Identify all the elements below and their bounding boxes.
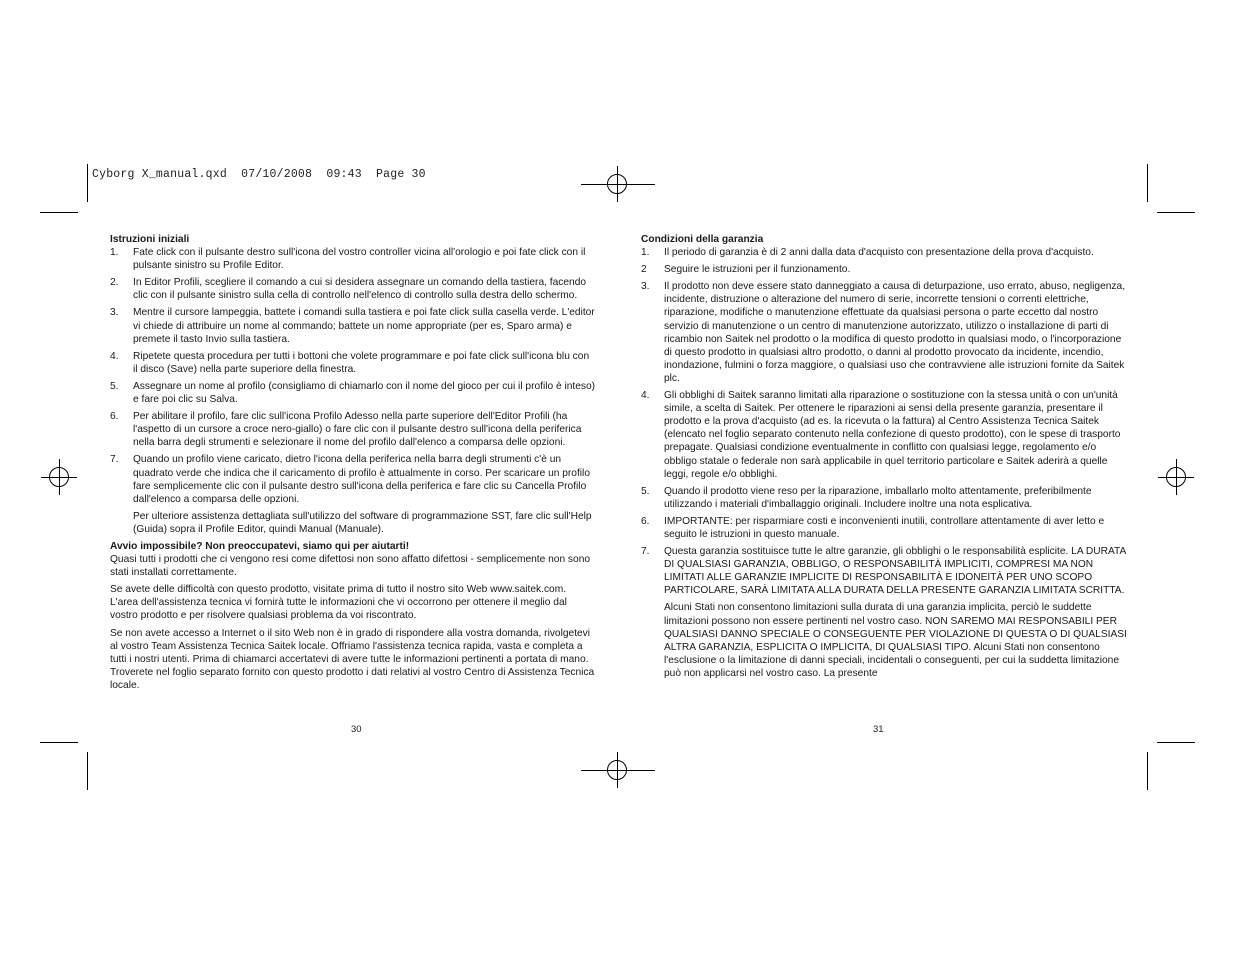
item-text: In Editor Profili, scegliere il comando a cui si desidera assegnare un comando della tastiera, facendo clic con il pulsante sinistro sulla cella di controllo nell'elenco di controllo sulla destra dello schermo. (133, 277, 587, 302)
registration-line (581, 184, 655, 185)
registration-mark-right (1158, 459, 1194, 495)
left-page-column (110, 233, 596, 696)
item-number: 6. (110, 411, 119, 423)
closing-paragraph: Alcuni Stati non consentono limitazioni sulla durata di una garanzia implicita, perciò le suddette limitazioni possono non essere pertinenti nel vostro caso. NON SAREMO MAI RESPONSABILI PER QUALSIASI DANNO SPECIALE O CONSEGUENTE PER VIOLAZIONE DI QUESTA O DI QUALSIASI ALTRA GARANZIA, ESPLICITA O IMPLICITA, DI QUALSIASI TIPO. Alcuni Stati non consentono l'esclusione o la limitazione di danni speciali, incidentali o conseguenti, per cui la suddetta limitazione può non applicarsi nel vostro caso. La presente (664, 602, 1127, 679)
item-text: Ripetete questa procedura per tutti i bottoni che volete programmare e poi fate click sull'icona blu con il disco (Save) nella parte superiore della finestra. (133, 350, 590, 375)
crop-mark (87, 752, 88, 790)
item-text: Seguire le istruzioni per il funzionamento. (664, 264, 851, 276)
list-item (641, 515, 1127, 541)
item-number: 7. (641, 546, 650, 558)
item-number: 4. (110, 350, 119, 362)
item-number: 4. (641, 390, 650, 402)
item-number: 2 (641, 264, 647, 276)
list-item (110, 453, 596, 505)
item-number: 1. (641, 247, 650, 259)
item-text: Per abilitare il profilo, fare clic sull'icona Profilo Adesso nella parte superiore dell'Editor Profili (ha l'aspetto di un cursore a croce nero-giallo) o fare clic con il pulsante destro sull'icona della periferica nella barra degli strumenti e selezionare il nome del profilo dall'elenco a comparsa delle opzioni. (133, 411, 582, 449)
crop-mark (1157, 742, 1195, 743)
print-slug: Cyborg X_manual.qxd 07/10/2008 09:43 Page 30 (92, 168, 426, 181)
instruction-list (110, 246, 596, 506)
crop-mark (87, 164, 88, 202)
warranty-list (641, 246, 1127, 597)
list-item (110, 350, 596, 376)
list-item (641, 485, 1127, 511)
section-heading: Istruzioni iniziali (110, 234, 190, 245)
crop-mark (40, 742, 78, 743)
section-heading: Condizioni della garanzia (641, 234, 764, 245)
item-number: 7. (110, 454, 119, 466)
registration-line (581, 770, 655, 771)
item-number: 2. (110, 277, 119, 289)
item-number: 5. (110, 380, 119, 392)
item-text: Questa garanzia sostituisce tutte le altre garanzie, gli obblighi o le responsabilità esplicite. LA DURATA DI QUALSIASI GARANZIA, OBBLIGO, O RESPONSABILITÀ IMPLICITI, COMPRESI MA NON LIMITATI ALLE GARANZIE IMPLICITE DI RESPONSABILITÀ E IDONEITÀ PER UNO SCOPO PARTICOLARE, SARÀ LIMITATA ALLA DURATA DELLA PRESENTE GARANZIA LIMITATA SCRITTA. (664, 546, 1126, 597)
item-text: Fate click con il pulsante destro sull'icona del vostro controller vicina all'orologio e poi fate click con il pulsante sinistro su Profile Editor. (133, 247, 586, 272)
registration-mark-left (41, 459, 77, 495)
right-page-column (641, 233, 1127, 684)
list-item (110, 410, 596, 449)
list-item (641, 389, 1127, 481)
item-text: Il prodotto non deve essere stato danneggiato a causa di deturpazione, uso errato, abuso, negligenza, incidente, distruzione o alterazione del numero di serie, incorrette tensioni o correnti elettriche, riparazione, modifiche o manutenzione effettuate da qualsiasi persona o parte eccetto dal nostro servizio di manutenzione o un centro di manutenzione autorizzato, utilizzo o installazione di parti di ricambio non Saitek nel prodotto o la modifica di questo prodotto in qualsiasi modo, o l'incorporazione di questo prodotto in qualsiasi altro prodotto, o danni al prodotto provocato da incidente, incendio, inondazione, fulmini o forza maggiore, o qualsiasi uso che contravviene alle istruzioni fornite da Saitek plc. (664, 281, 1126, 384)
item-number: 3. (641, 281, 650, 293)
crop-mark (1147, 164, 1148, 202)
crop-mark (40, 212, 78, 213)
item-text: Il periodo di garanzia è di 2 anni dalla data d'acquisto con presentazione della prova d'acquisto. (664, 247, 1094, 259)
help-note: Per ulteriore assistenza dettagliata sull'utilizzo del software di programmazione SST, fare clic sull'Help (Guida) sopra il Profile Editor, quindi Manual (Manuale). (133, 510, 592, 535)
paragraph: Quasi tutti i prodotti che ci vengono resi come difettosi non sono affatto difettosi - semplicemente non sono stati installati correttamente. (110, 554, 591, 579)
list-item (641, 545, 1127, 597)
item-text: IMPORTANTE: per risparmiare costi e inconvenienti inutili, controllare attentamente di aver letto e seguito le istruzioni in questo manuale. (664, 515, 1105, 540)
list-item (641, 246, 1127, 259)
item-text: Quando il prodotto viene reso per la riparazione, imballarlo molto attentamente, preferibilmente utilizzando i materiali d'imballaggio originali. Includere inoltre una nota esplicativa. (664, 485, 1092, 510)
item-number: 1. (110, 247, 119, 259)
item-text: Quando un profilo viene caricato, dietro l'icona della periferica nella barra degli strumenti c'è un quadrato verde che indica che il caricamento di profilo è attualmente in corso. Per scaricare un profilo fare semplicemente clic con il pulsante destro sull'icona della periferica e fare clic su Cancella Profilo dall'elenco a comparsa delle opzioni. (133, 454, 590, 505)
list-item (110, 276, 596, 302)
page-number-left: 30 (351, 724, 362, 735)
list-item (641, 263, 1127, 276)
section-heading: Avvio impossibile? Non preoccupatevi, siamo qui per aiutarti! (110, 540, 410, 552)
list-item (641, 280, 1127, 385)
list-item (110, 306, 596, 345)
item-text: Mentre il cursore lampeggia, battete i comandi sulla tastiera e poi fate click sulla casella verde. L'editor vi chiede di attribuire un nome al commando; battete un nome appropriate (per es, Sparo arma) e premete il tasto Invio sulla tastiera. (133, 307, 595, 345)
item-number: 3. (110, 307, 119, 319)
item-number: 5. (641, 485, 650, 497)
crop-mark (1147, 752, 1148, 790)
page-number-right: 31 (873, 724, 884, 735)
crop-mark (1157, 212, 1195, 213)
paragraph: Se avete delle difficoltà con questo prodotto, visitate prima di tutto il nostro sito Web www.saitek.com. L'area dell'assistenza tecnica vi fornirà tutte le informazioni che vi occorrono per ottenere il meglio dal vostro prodotto e per risolvere qualsiasi problema da voi riscontrato. (110, 584, 567, 622)
item-number: 6. (641, 515, 650, 527)
paragraph: Se non avete accesso a Internet o il sito Web non è in grado di rispondere alla vostra domanda, rivolgetevi al vostro Team Assistenza Tecnica Saitek locale. Offriamo l'assistenza tecnica rapida, vasta e completa a tutti i nostri utenti. Prima di chiamarci accertatevi di avere tutte le informazioni pertinenti a portata di mano. Troverete nel foglio separato fornito con questo prodotto i dati relativi al vostro Centro di Assistenza Tecnica locale. (110, 627, 595, 691)
list-item (110, 380, 596, 406)
item-text: Assegnare un nome al profilo (consigliamo di chiamarlo con il nome del gioco per cui il profilo è inteso) e fare poi clic su Salva. (133, 380, 596, 406)
list-item (110, 246, 596, 272)
item-text: Gli obblighi di Saitek saranno limitati alla riparazione o sostituzione con la stessa unità o con un'unità simile, a scelta di Saitek. Per ottenere le riparazioni ai sensi della presente garanzia, presentare il prodotto e la prova d'acquisto (ad es. la ricevuta o la fattura) al Centro Assistenza Tecnica Saitek (elencato nel foglio separato contenuto nella confezione di questo prodotto), con le spese di trasporto prepagate. Qualsiasi condizione eventualmente in conflitto con qualsiasi legge, regolamento e/o obbligo statale o federale non sarà applicabile in quel territorio particolare e Saitek aderirà a quelle leggi, regole e/o obblighi. (664, 390, 1121, 480)
